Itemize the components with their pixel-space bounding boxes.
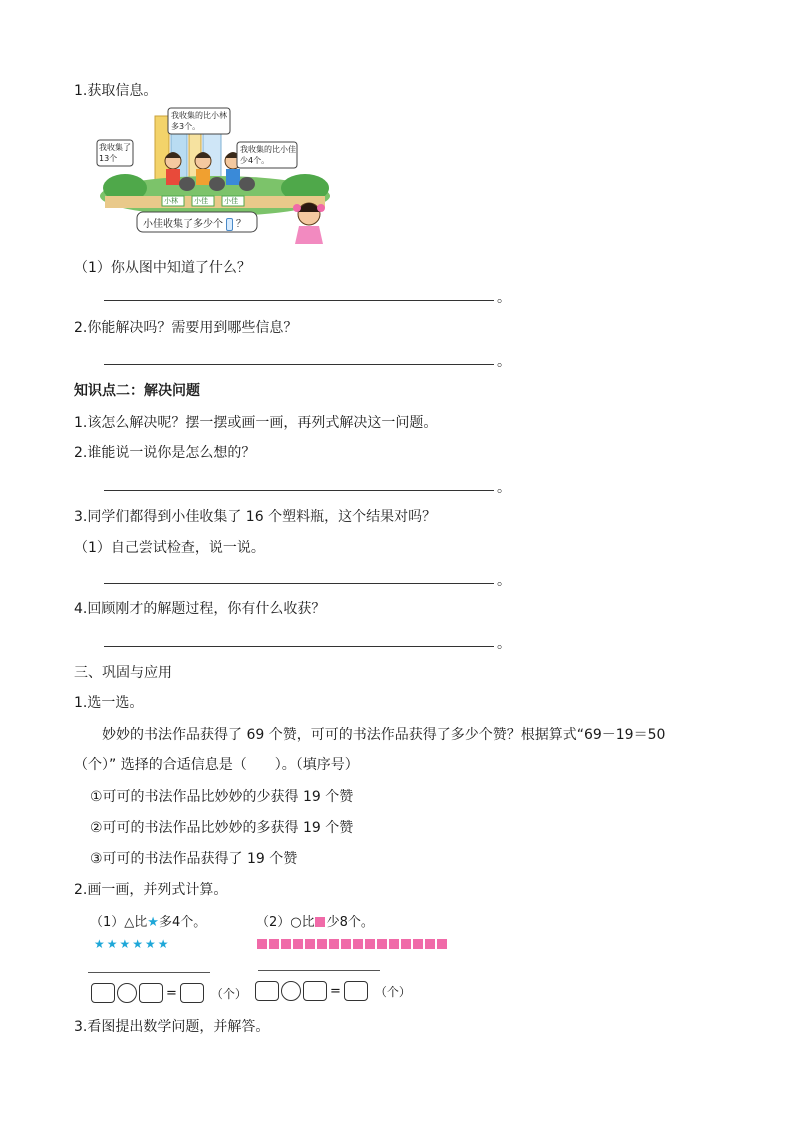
section3-heading: 三、巩固与应用 xyxy=(74,665,172,681)
illustration xyxy=(95,106,335,246)
q2a-equals: = xyxy=(166,985,177,1001)
knowledge2-heading: 知识点二：解决问题 xyxy=(74,383,200,399)
option-3: ③可可的书法作品获得了 19 个赞 xyxy=(90,851,298,867)
star-icon: ★ xyxy=(147,915,159,930)
s3-q1-text1: 妙妙的书法作品获得了 69 个赞，可可的书法作品获得了多少个赞？根据算式“69－19＝50 xyxy=(102,727,666,743)
period-2: 。 xyxy=(497,354,511,370)
bottle-icon xyxy=(226,218,233,231)
q2a-suffix: 多4个。 xyxy=(158,915,207,930)
period-1: 。 xyxy=(497,290,511,306)
pink-square xyxy=(305,939,315,949)
answer-line-5[interactable] xyxy=(104,646,494,647)
q2a-stars: ★★★★★★ xyxy=(94,937,171,951)
q2a-prefix: （1）△比 xyxy=(90,915,148,930)
pink-square xyxy=(389,939,399,949)
pink-square xyxy=(425,939,435,949)
pink-square xyxy=(257,939,267,949)
pink-square xyxy=(353,939,363,949)
bubble-right-text: 我收集的比小佳少4个。 xyxy=(240,145,296,165)
k2-q4: 4.回顾刚才的解题过程，你有什么收获？ xyxy=(74,601,326,617)
q2a-blank-2[interactable] xyxy=(139,983,163,1003)
bubble-top-text: 我收集的比小林多3个。 xyxy=(171,111,227,131)
s3-q1-text2: （个）” 选择的合适信息是（ ）。（填序号） xyxy=(74,757,359,773)
q2a-operator-circle[interactable] xyxy=(117,983,137,1003)
pink-square xyxy=(281,939,291,949)
q2b-prefix: （2）○比 xyxy=(256,915,315,930)
pink-square xyxy=(317,939,327,949)
q2b-unit: （个） xyxy=(374,984,411,999)
pink-square xyxy=(413,939,423,949)
pink-square xyxy=(365,939,375,949)
q2a-statement xyxy=(90,911,206,930)
q2b-blank-1[interactable] xyxy=(255,981,279,1001)
pink-square xyxy=(341,939,351,949)
s3-q2: 2.画一画，并列式计算。 xyxy=(74,882,228,898)
period-5: 。 xyxy=(497,636,511,652)
kid-label-1: 小林 xyxy=(164,197,178,205)
pink-square xyxy=(377,939,387,949)
k2-q3-sub: （1）自己尝试检查，说一说。 xyxy=(74,540,265,556)
question-bubble-text xyxy=(143,215,246,231)
q2b-blank-result[interactable] xyxy=(344,981,368,1001)
q1-title: 1.获取信息。 xyxy=(74,83,158,99)
q2b-draw-line[interactable] xyxy=(258,970,380,971)
q2a-blank-result[interactable] xyxy=(180,983,204,1003)
k2-q3: 3.同学们都得到小佳收集了 16 个塑料瓶，这个结果对吗？ xyxy=(74,509,437,525)
k2-q1: 1.该怎么解决呢？摆一摆或画一画，再列式解决这一问题。 xyxy=(74,415,438,431)
pink-square xyxy=(293,939,303,949)
kid-label-2: 小佳 xyxy=(194,197,208,205)
pink-square xyxy=(329,939,339,949)
bubble-left-text: 我收集了13个 xyxy=(99,143,131,163)
question-bubble-label: 小佳收集了多少个 xyxy=(143,219,223,230)
option-1: ①可可的书法作品比妙妙的少获得 19 个赞 xyxy=(90,789,354,805)
q2-title: 2.你能解决吗？需要用到哪些信息？ xyxy=(74,320,298,336)
period-4: 。 xyxy=(497,573,511,589)
q2a-equation xyxy=(90,983,247,1003)
kid-label-3: 小佳 xyxy=(224,197,238,205)
answer-line-4[interactable] xyxy=(104,583,494,584)
q2b-equation xyxy=(254,981,411,1001)
q1-sub: （1）你从图中知道了什么？ xyxy=(74,260,251,276)
pink-square xyxy=(437,939,447,949)
q2b-blank-2[interactable] xyxy=(303,981,327,1001)
period-3: 。 xyxy=(497,480,511,496)
q2b-operator-circle[interactable] xyxy=(281,981,301,1001)
q2b-squares xyxy=(257,937,449,953)
answer-line-1[interactable] xyxy=(104,300,494,301)
answer-line-2[interactable] xyxy=(104,364,494,365)
q2a-draw-line[interactable] xyxy=(88,972,210,973)
option-2: ②可可的书法作品比妙妙的多获得 19 个赞 xyxy=(90,820,354,836)
answer-line-3[interactable] xyxy=(104,490,494,491)
q2a-blank-1[interactable] xyxy=(91,983,115,1003)
q2a-unit: （个） xyxy=(210,986,247,1001)
q2b-suffix: 少8个。 xyxy=(326,915,374,930)
pink-square-icon xyxy=(315,917,325,927)
pink-square xyxy=(269,939,279,949)
s3-q1: 1.选一选。 xyxy=(74,695,144,711)
q2b-statement xyxy=(256,911,374,930)
s3-q3: 3.看图提出数学问题，并解答。 xyxy=(74,1019,270,1035)
q2b-equals: = xyxy=(330,983,341,999)
k2-q2: 2.谁能说一说你是怎么想的？ xyxy=(74,445,256,461)
pink-square xyxy=(401,939,411,949)
question-bubble-mark: ？ xyxy=(236,219,246,230)
